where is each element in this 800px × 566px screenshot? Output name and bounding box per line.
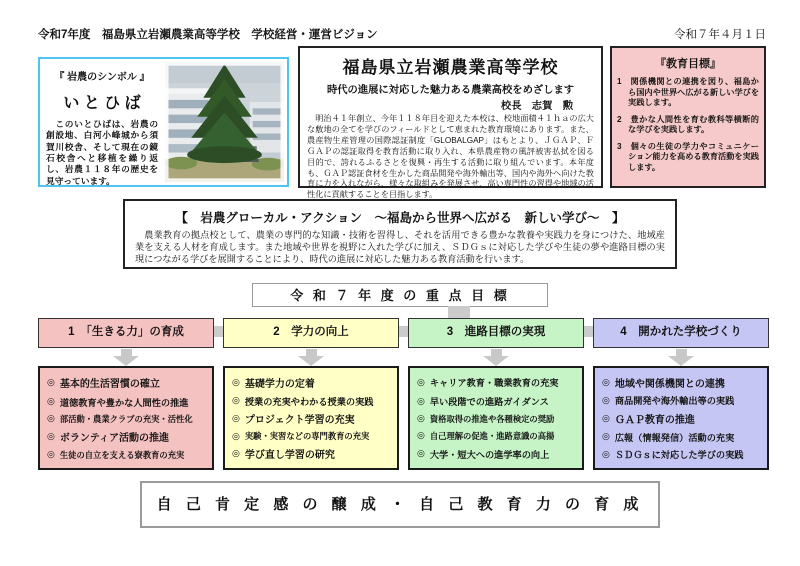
pillar-list-item: ◎ 大学・短大への進学率の向上	[417, 448, 550, 460]
pillar-list-item: ◎ ＧＡＰ教育の推進	[602, 412, 695, 426]
double-circle-icon: ◎	[47, 449, 55, 460]
down-arrow-icon	[113, 349, 139, 366]
pillar-list-item: ◎ ボランティア活動の推進	[47, 431, 170, 445]
double-circle-icon: ◎	[417, 430, 425, 441]
down-arrow-icon	[483, 349, 509, 366]
education-goal-item: 2 豊かな人間性を育む教科等横断的な学びを実践します。	[617, 114, 759, 134]
glocal-action-box	[123, 199, 677, 269]
down-arrow-icon	[298, 349, 324, 366]
footer-banner: 自 己 肯 定 感 の 醸 成 ・ 自 己 教 育 力 の 育 成	[140, 481, 660, 528]
school-slogan: 時代の進展に対応した魅力ある農業高校をめざします	[326, 85, 575, 96]
double-circle-icon: ◎	[232, 376, 240, 387]
double-circle-icon: ◎	[602, 376, 610, 387]
pillar-header-1: 1 「生きる力」の育成	[38, 318, 214, 348]
pillar-list-item: ◎ 授業の充実やわかる授業の実践	[232, 395, 374, 407]
double-circle-icon: ◎	[47, 413, 55, 424]
symbol-box	[38, 57, 289, 187]
double-circle-icon: ◎	[417, 395, 425, 406]
double-circle-icon: ◎	[417, 448, 425, 459]
document-date: 令和７年４月１日	[674, 29, 766, 41]
pillar-list-1	[38, 366, 214, 470]
double-circle-icon: ◎	[232, 430, 240, 441]
double-circle-icon: ◎	[602, 431, 610, 442]
pillar-list-item: ◎ 商品開発や海外輸出等の実践	[602, 394, 735, 407]
principal-name: 校長 志賀 勲	[500, 101, 573, 112]
document-title: 令和7年度 福島県立岩瀬農業高等学校 学校経営・運営ビジョン	[38, 29, 378, 41]
double-circle-icon: ◎	[47, 431, 55, 442]
symbol-label: 『 岩農のシンボル 』	[54, 72, 150, 83]
double-circle-icon: ◎	[602, 448, 610, 459]
school-tree-photo-image	[165, 62, 284, 182]
double-circle-icon: ◎	[602, 394, 610, 405]
pillar-list-3	[408, 366, 584, 470]
pillar-list-item: ◎ 広報（情報発信）活動の充実	[602, 431, 735, 443]
double-circle-icon: ◎	[232, 395, 240, 406]
pillar-list-item: ◎ 自己理解の促進・進路意識の高揚	[417, 430, 555, 441]
pillar-list-item: ◎ 道徳教育や豊かな人間性の推進	[47, 396, 189, 408]
symbol-description: このいとひばは、岩農の創設地、白河小峰城から須賀川校舎、そして現在の鏡石校舎へと移植を繰り返し、岩農１１８年の歴史を見守っています。	[46, 119, 158, 186]
pillar-header-4: 4 開かれた学校づくり	[593, 318, 769, 348]
principal-message: 明治４１年創立、今年１１８年目を迎えた本校は、校地面積４１ｈａの広大な敷地の全てを学びのフィールドとして恵まれた教育環境にあります。また、農産物生産管理の国際認証制度「GLOBALGAP」はもとより、ＪＧＡＰ、ＦＧＡＰの認証取得を教育活動に取り入れ、本県農産物の風評被害払拭を図る目的で、誇れるふるさとを復興・再生する活動に取り組んでいます。本年度も、ＧＡＰ認証食材を生かした商品開発や海外輸出等、国内や海外へ向けた教育に力を入れながら、様々な取組みを発展させ、高い専門性の習得や地域の活性化に貢献することを目指します。	[307, 114, 594, 200]
priority-goals-header: 令 和 ７ 年 度 の 重 点 目 標	[252, 283, 548, 307]
school-message-box	[298, 46, 603, 200]
double-circle-icon: ◎	[47, 396, 55, 407]
pillar-list-4	[593, 366, 769, 470]
double-circle-icon: ◎	[417, 376, 425, 387]
double-circle-icon: ◎	[232, 413, 240, 424]
pillar-list-item: ◎ ＳＤＧｓに対応した学びの実践	[602, 448, 744, 461]
double-circle-icon: ◎	[47, 377, 55, 388]
pillar-list-item: ◎ 地域や関係機関との連携	[602, 376, 725, 390]
pillar-list-item: ◎ 基本的生活習慣の確立	[47, 377, 160, 391]
school-tree-photo	[165, 62, 284, 182]
double-circle-icon: ◎	[417, 413, 425, 424]
pillar-list-item: ◎ 実験・実習などの専門教育の充実	[232, 430, 370, 442]
pillar-list-item: ◎ 生徒の自立を支える寮教育の充実	[47, 449, 185, 460]
pillar-list-item: ◎ 部活動・農業クラブの充実・活性化	[47, 413, 193, 424]
symbol-text-block	[40, 59, 162, 185]
education-goals-box	[610, 46, 766, 188]
pillar-list-item: ◎ 資格取得の推進や各種検定の奨励	[417, 413, 555, 424]
pillar-list-item: ◎ 基礎学力の定着	[232, 376, 315, 390]
down-arrow-icon	[668, 349, 694, 366]
pillar-list-2	[223, 366, 399, 470]
pillar-list-item: ◎ 早い段階での進路ガイダンス	[417, 395, 549, 408]
symbol-name: い と ひ ば	[63, 95, 141, 112]
pillar-header-3: 3 進路目標の実現	[408, 318, 584, 348]
pillar-header-2: 2 学力の向上	[223, 318, 399, 348]
school-name: 福島県立岩瀬農業高等学校	[342, 58, 559, 77]
pillar-list-item: ◎ キャリア教育・職業教育の充実	[417, 376, 559, 389]
pillar-list-item: ◎ 学び直し学習の研究	[232, 448, 335, 462]
education-goal-item: 3 個々の生徒の学力やコミュニケーション能力を高める教育活動を実践します。	[617, 141, 759, 172]
double-circle-icon: ◎	[602, 412, 610, 423]
glocal-action-body: 農業教育の拠点校として、農業の専門的な知識・技術を習得し、それを活用できる豊かな教養や実践力を身につけた、地域産業を支える人材を育成します。また地域や世界を視野に入れた学びに加え、ＳＤＧｓに対応した学びや生徒の夢や進路目標の実現につながる学びを展開することにより、時代の進展に対応した魅力ある教育活動を行います。	[135, 230, 665, 264]
education-goals-title: 『教育目標』	[655, 58, 721, 70]
pillar-list-item: ◎ プロジェクト学習の充実	[232, 413, 355, 427]
double-circle-icon: ◎	[232, 448, 240, 459]
glocal-action-title: 【 岩農グローカル・アクション ～福島から世界へ広がる 新しい学び～ 】	[175, 211, 625, 225]
education-goal-item: 1 関係機関との連携を図り、福島から国内や世界へ広がる新しい学びを実践します。	[617, 77, 760, 107]
